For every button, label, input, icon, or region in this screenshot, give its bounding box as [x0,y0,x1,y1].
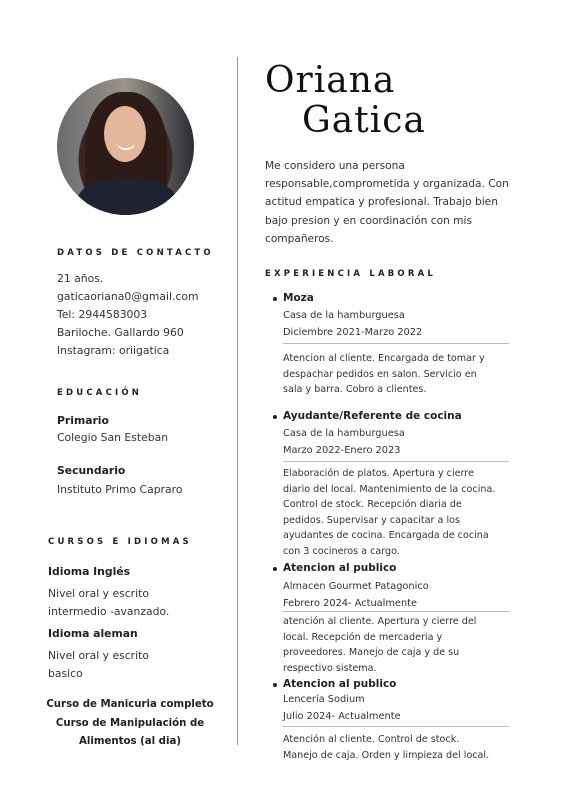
german-level: Nivel oral y escrito [48,649,149,662]
contact-age: 21 años. [57,272,104,285]
bullet-icon [273,297,277,301]
job-dates: Marzo 2022-Enero 2023 [283,445,401,456]
job-role: Moza [283,292,314,304]
education-school: Colegio San Esteban [57,431,169,444]
job-dates: Febrero 2024- Actualmente [283,598,418,609]
job-place: Casa de la hamburguesa [283,428,405,439]
english-title: Idioma Inglés [48,565,131,578]
course-item: Curso de Manipulación de [55,718,205,729]
english-level: intermedio -avanzado. [48,605,170,618]
photo-body [77,178,177,215]
course-item: Curso de Manicuria completo [46,699,214,710]
job-place: Almacen Gourmet Patagonico [283,581,429,592]
profile-summary: Me considero una persona responsable,comprometida y organizada. Con actitud empatica y profesional. Trabajo bien bajo presion y en coordinación con mis compañeros. [265,160,509,245]
job-description: Atención al cliente. Control de stock. Manejo de caja. Orden y limpieza del local. [283,734,490,761]
photo-face [104,106,146,162]
contact-email: gaticaoriana0@gmail.com [57,290,199,303]
english-level: Nivel oral y escrito [48,587,149,600]
job-description: Atencion al cliente. Encargada de tomar y despachar pedidos en salon. Servicio en sala y barra. Cobro a clientes. [283,353,485,395]
education-title: EDUCACIÓN [57,388,143,398]
bullet-icon [273,415,277,419]
education-school: Instituto Primo Capraro [57,483,183,496]
courses-title: CURSOS E IDIOMAS [48,537,192,547]
contact-title: DATOS DE CONTACTO [57,248,214,258]
german-level: basico [48,667,83,680]
german-title: Idioma aleman [48,627,138,640]
job-role: Ayudante/Referente de cocina [283,410,462,422]
job-separator [283,726,509,727]
job-dates: Julio 2024- Actualmente [283,711,401,722]
job-separator [283,343,509,344]
job-role: Atencion al publico [283,678,397,690]
job-description: Elaboración de platos. Apertura y cierre diario del local. Mantenimiento de la cocina. Control de stock. Recepción diaria de pedidos. Supervisar y capacitar a los ayudantes de cocina. Encargada de cocina con 3 cocineros a cargo. [283,468,496,557]
job-role: Atencion al publico [283,562,397,574]
job-separator [283,611,509,612]
course-item: Alimentos (al dia) [78,736,181,747]
bullet-icon [273,683,277,687]
contact-phone: Tel: 2944583003 [57,308,148,321]
job-separator [283,461,509,462]
job-place: Lencería Sodium [283,694,365,705]
contact-address: Bariloche. Gallardo 960 [57,326,184,339]
job-dates: Diciembre 2021-Marzo 2022 [283,327,423,338]
first-name: Oriana [265,60,396,101]
education-level: Primario [57,414,109,427]
job-place: Casa de la hamburguesa [283,310,405,321]
contact-instagram: Instagram: oriigatica [57,344,170,357]
experience-title: EXPERIENCIA LABORAL [265,269,437,279]
profile-photo [57,78,194,215]
education-level: Secundario [57,464,126,477]
column-divider [237,57,238,745]
bullet-icon [273,567,277,571]
job-description: atención al cliente. Apertura y cierre del local. Recepción de mercaderia y proveedores. Manejo de caja y de su respectivo sistema. [283,616,477,674]
last-name: Gatica [302,100,426,141]
